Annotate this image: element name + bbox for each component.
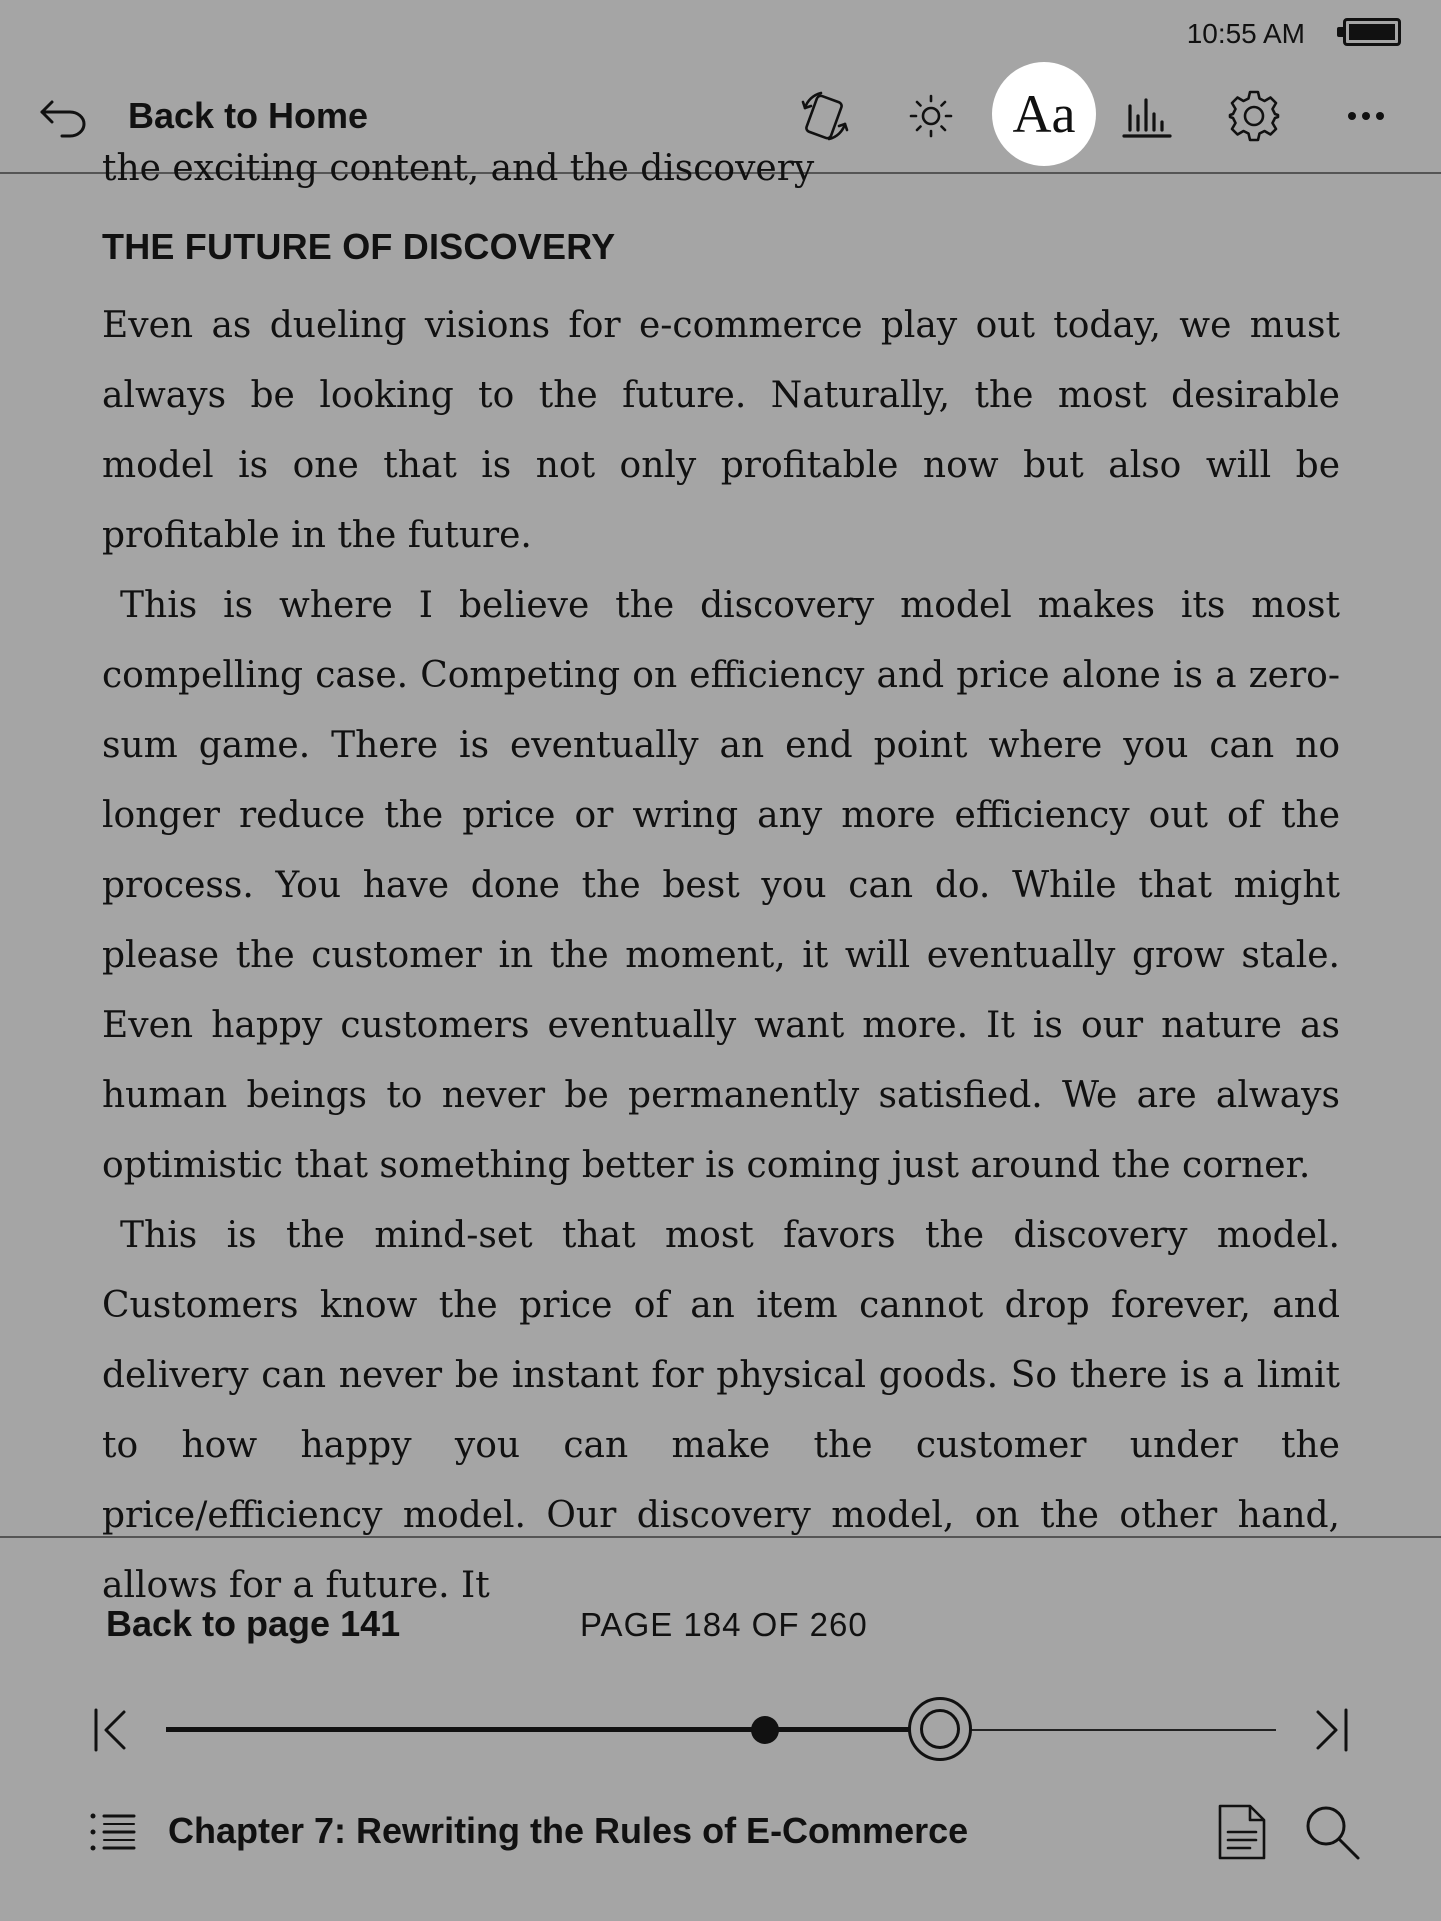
- paragraph: This is where I believe the discovery model makes its most compelling case. Competing on efficiency and price alone is a zero-sum game. There is eventually an end point where you can no longer reduce the price or wring any more efficiency out of the process. You have done the best you can do. While that might please the customer in the moment, it will eventually grow stale. Even happy customers eventually want more. It is our nature as human beings to never be permanently satisfied. We are always optimistic that something better is coming just around the corner.: [102, 585, 1340, 1186]
- font-settings-icon: Aa: [1012, 84, 1076, 144]
- paragraph: Even as dueling visions for e-commerce play out today, we must always be looking to the future. Naturally, the most desirable model is one that is not only profitable now but also will be profitable in the future.: [102, 305, 1340, 556]
- last-page-icon: [1300, 1700, 1360, 1760]
- progress-track-unread[interactable]: [940, 1729, 1276, 1731]
- chapter-title[interactable]: Chapter 7: Rewriting the Rules of E-Commerce: [168, 1810, 969, 1851]
- reading-area[interactable]: [0, 148, 1441, 1606]
- search-icon: [1300, 1800, 1364, 1864]
- first-page-button[interactable]: [82, 1700, 142, 1760]
- more-options-icon: [1338, 88, 1394, 144]
- progress-track-read[interactable]: [166, 1727, 940, 1732]
- notes-icon: [1210, 1800, 1274, 1864]
- back-to-page-button[interactable]: Back to page 141: [106, 1603, 401, 1644]
- table-of-contents-icon: [88, 1804, 138, 1860]
- status-time: 10:55 AM: [1186, 18, 1305, 49]
- table-of-contents-button[interactable]: [88, 1804, 138, 1860]
- first-page-icon: [82, 1700, 142, 1760]
- page-slider-handle[interactable]: [908, 1697, 972, 1761]
- last-page-button[interactable]: [1300, 1700, 1360, 1760]
- back-arrow-icon: [38, 94, 90, 138]
- page-indicator: PAGE 184 OF 260: [580, 1606, 868, 1643]
- notes-button[interactable]: [1210, 1800, 1274, 1864]
- back-to-home-label: Back to Home: [128, 95, 369, 136]
- bookmark-position-marker[interactable]: [751, 1716, 779, 1744]
- battery-full-icon: [1343, 18, 1401, 46]
- divider: [0, 1536, 1441, 1538]
- paragraph: This is the mind-set that most favors the discovery model. Customers know the price of an item cannot drop forever, and delivery can never be instant for physical goods. So there is a limit to how happy you can make the customer under the price/efficiency model. Our discovery model, on the other hand, allows for a future. It: [102, 1215, 1340, 1606]
- search-button[interactable]: [1300, 1800, 1364, 1864]
- section-heading: THE FUTURE OF DISCOVERY: [102, 226, 616, 267]
- book-text: [102, 291, 1340, 1621]
- partial-previous-line: the exciting content, and the discovery: [102, 148, 815, 189]
